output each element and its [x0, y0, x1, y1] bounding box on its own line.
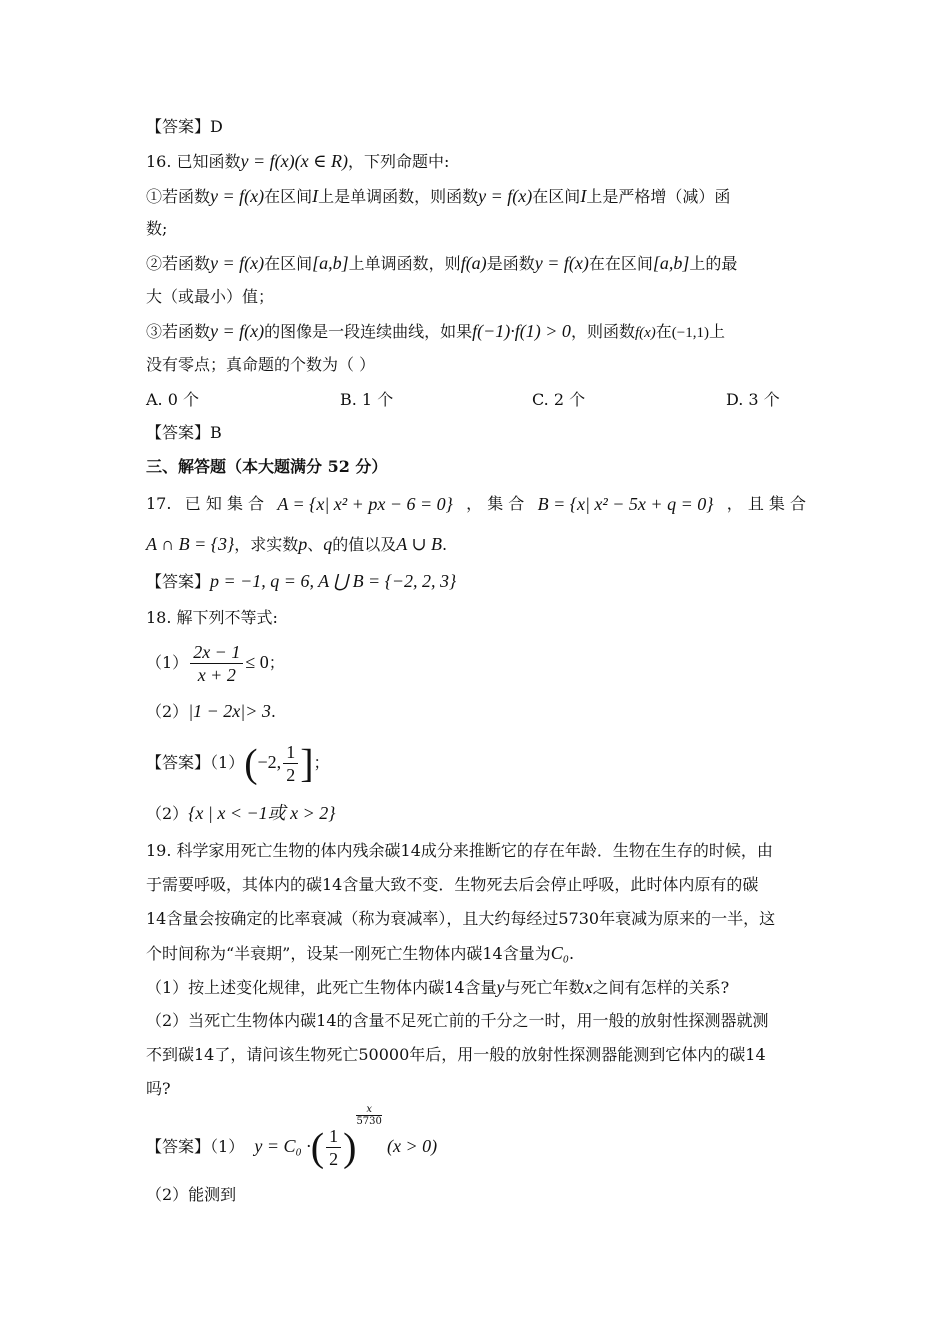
option-a: A. 0 个 — [146, 390, 199, 409]
answer-17: 【答案】p = −1, q = 6, A ⋃ B = {−2, 2, 3} — [146, 571, 457, 591]
q19-line-4: 个时间称为“半衰期”，设某一刚死亡生物体内碳14含量为C₀. — [146, 943, 575, 963]
q19-line-3: 14含量会按确定的比率衰减（称为衰减率），且大约每经过5730年衰减为原来的一半，这 — [146, 909, 776, 928]
q19-sub-1: （1）按上述变化规律，此死亡生物体内碳14含量y与死亡年数x之间有怎样的关系? — [146, 977, 730, 997]
q16-proposition-3-cont: 没有零点；真命题的个数为（ ） — [146, 355, 376, 374]
q18-item-1: （1） $\frac{2x - 1}{x + 2}$ ≤ 0； — [146, 642, 285, 685]
answer-19-part-1: 【答案】（1） y = C₀ ·( $\frac{1}{2}$ ) $\frac{x}{5730}$ (x > 0) — [146, 1104, 438, 1170]
option-d: D. 3 个 — [726, 390, 780, 409]
q16-proposition-2: ②若函数y = f(x)在区间[a,b]上单调函数，则f(a)是函数y = f(x)在在区间[a,b]上的最 — [146, 253, 738, 273]
q17-stem-cont: A ∩ B = {3}，求实数p、q的值以及A ∪ B. — [146, 534, 448, 554]
q19-line-1: 19. 科学家用死亡生物的体内残余碳14成分来推断它的存在年龄．生物在生存的时候，由 — [146, 841, 773, 860]
section-heading: 三、解答题（本大题满分 52 分） — [146, 457, 388, 476]
answer-18-part-2: （2）{x | x < −1或 x > 2} — [146, 803, 336, 823]
q16-proposition-2-cont: 大（或最小）值； — [146, 287, 275, 306]
answer-15: 【答案】D — [146, 117, 223, 136]
q16-proposition-1-cont: 数; — [146, 219, 168, 238]
answer-16: 【答案】B — [146, 423, 222, 442]
q19-sub-2-end: 吗? — [146, 1079, 171, 1098]
answer-19-part-2: （2）能测到 — [146, 1185, 237, 1204]
q16-options — [146, 389, 806, 411]
q19-sub-2: （2）当死亡生物体内碳14的含量不足死亡前的千分之一时，用一般的放射性探测器就测 — [146, 1011, 769, 1030]
q16-stem: 16. 已知函数y = f(x)(x ∈ R)，下列命题中: — [146, 151, 450, 171]
q18-item-2: （2）|1 − 2x|> 3. — [146, 701, 276, 721]
option-b: B. 1 个 — [340, 390, 394, 409]
answer-18-part-1: 【答案】（1）(−2, $\frac{1}{2}$ ]； — [146, 740, 330, 786]
q19-sub-2-cont: 不到碳14了，请问该生物死亡50000年后，用一般的放射性探测器能测到它体内的碳14 — [146, 1045, 766, 1064]
q17-stem: 17. 已 知 集 合 A = {x| x² + px − 6 = 0} ， 集 合 B = {x| x² − 5x + q = 0} ， 且 集 合 — [146, 494, 806, 514]
q19-line-2: 于需要呼吸，其体内的碳14含量大致不变．生物死去后会停止呼吸，此时体内原有的碳 — [146, 875, 759, 894]
q18-title: 18. 解下列不等式: — [146, 608, 278, 627]
q16-proposition-3: ③若函数y = f(x)的图像是一段连续曲线，如果f(−1)·f(1) > 0，则函数f(x)在(−1,1)上 — [146, 321, 726, 341]
option-c: C. 2 个 — [532, 390, 586, 409]
q16-proposition-1: ①若函数y = f(x)在区间I上是单调函数，则函数y = f(x)在区间I上是严格增（减）函 — [146, 186, 731, 206]
